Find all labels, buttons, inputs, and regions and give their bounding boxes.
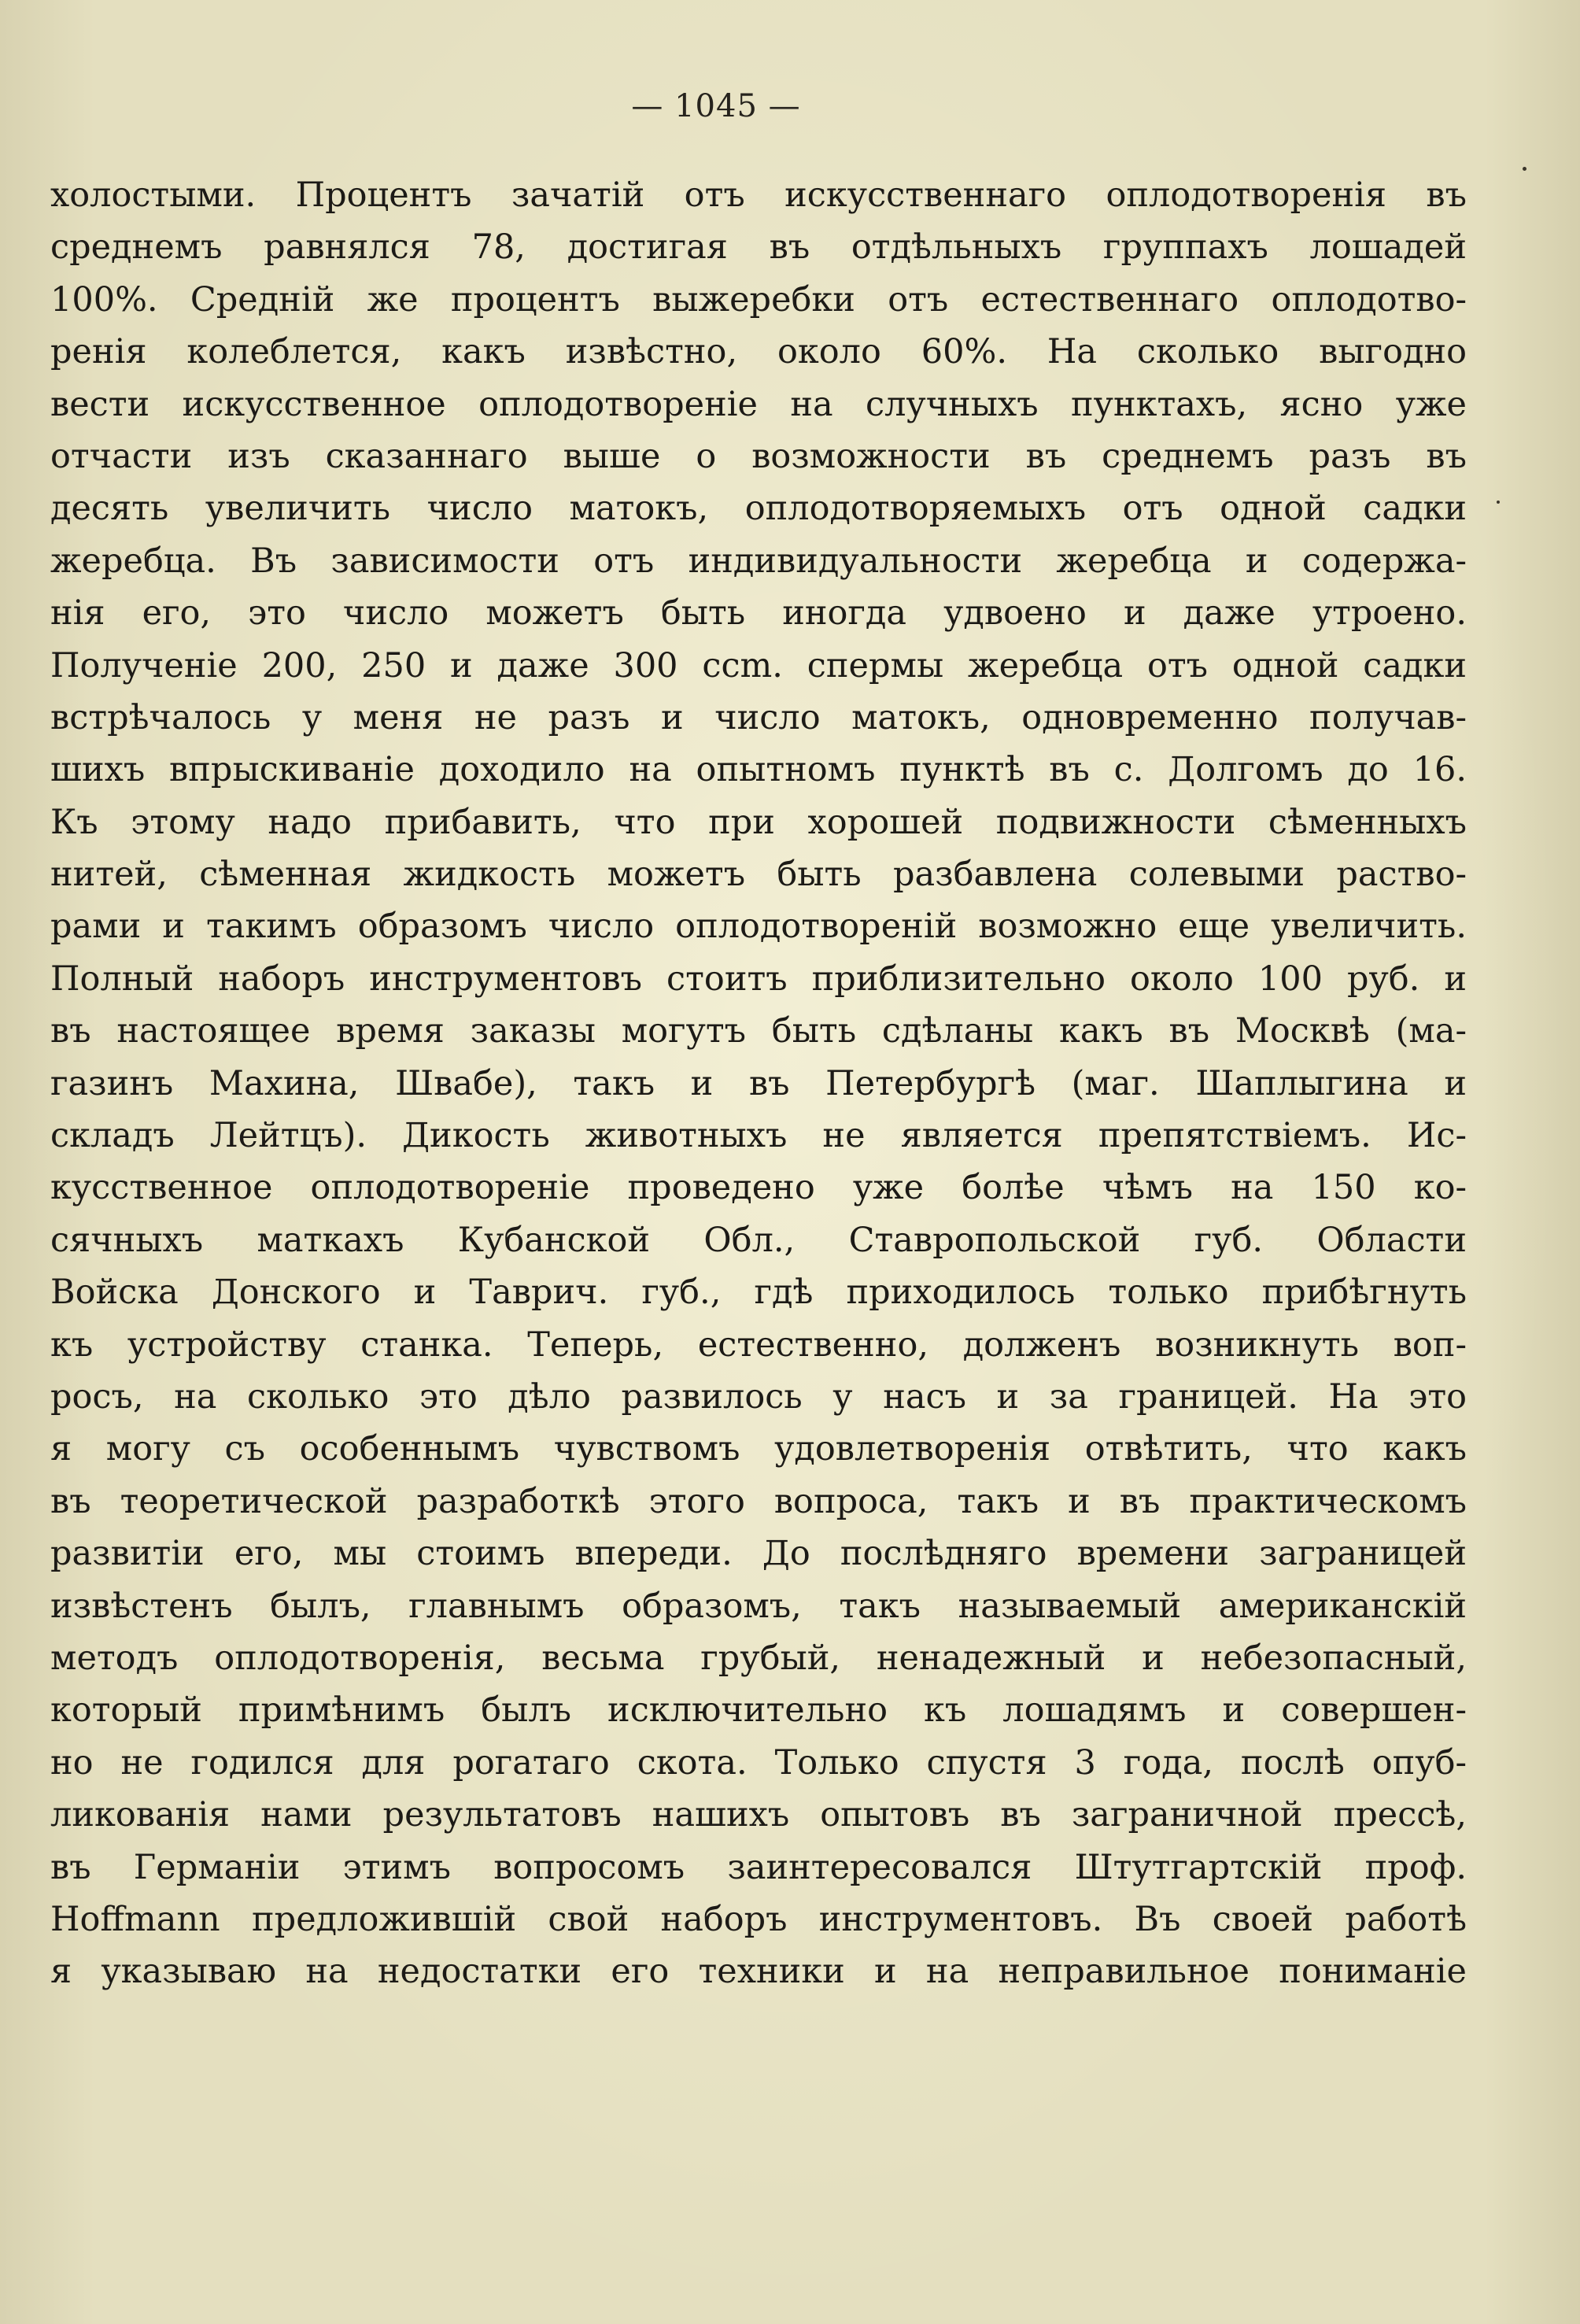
- text-line: Полный наборъ инструментовъ стоитъ приблизительно около 100 руб. и: [50, 959, 1467, 999]
- ink-speck: [1523, 167, 1526, 171]
- text-line: отчасти изъ сказаннаго выше о возможности въ среднемъ разъ въ: [50, 436, 1467, 476]
- text-line: я указываю на недостатки его техники и на неправильное пониманіе: [50, 1952, 1467, 1992]
- text-line: рами и такимъ образомъ число оплодотвореній возможно еще увеличить.: [50, 907, 1467, 947]
- text-line: ренія колеблется, какъ извѣстно, около 60%. На сколько выгодно: [50, 332, 1467, 372]
- text-line: Полученіе 200, 250 и даже 300 ccm. спермы жеребца отъ одной садки: [50, 645, 1467, 685]
- text-line: но не годился для рогатаго скота. Только спустя 3 года, послѣ опуб-: [50, 1742, 1467, 1783]
- text-line: встрѣчалось у меня не разъ и число матокъ, одновременно получав-: [50, 697, 1467, 737]
- text-line: шихъ впрыскиваніе доходило на опытномъ пунктѣ въ с. Долгомъ до 16.: [50, 750, 1467, 790]
- text-line: нія его, это число можетъ быть иногда удвоено и даже утроено.: [50, 593, 1467, 634]
- text-line: который примѣнимъ былъ исключительно къ лошадямъ и совершен-: [50, 1690, 1467, 1731]
- text-line: вести искусственное оплодотвореніе на случныхъ пунктахъ, ясно уже: [50, 384, 1467, 424]
- text-line: развитіи его, мы стоимъ впереди. До послѣдняго времени заграницей: [50, 1534, 1467, 1574]
- text-line: въ теоретической разработкѣ этого вопроса, такъ и въ практическомъ: [50, 1481, 1467, 1521]
- text-line: Hoffmann предложившій свой наборъ инструментовъ. Въ своей работѣ: [50, 1899, 1467, 1939]
- text-line: ликованія нами результатовъ нашихъ опытовъ въ заграничной прессѣ,: [50, 1795, 1467, 1835]
- text-line: газинъ Махина, Швабе), такъ и въ Петербургѣ (маг. Шаплыгина и: [50, 1063, 1467, 1103]
- text-line: кусственное оплодотвореніе проведено уже болѣе чѣмъ на 150 ко-: [50, 1168, 1467, 1208]
- body-text: [50, 169, 1467, 1998]
- text-line: Войска Донского и Таврич. губ., гдѣ приходилось только прибѣгнуть: [50, 1273, 1467, 1313]
- ink-speck: [1497, 501, 1500, 504]
- text-line: жеребца. Въ зависимости отъ индивидуальности жеребца и содержа-: [50, 541, 1467, 581]
- page-number: — 1045 —: [631, 88, 801, 124]
- text-line: 100%. Средній же процентъ выжеребки отъ естественнаго оплодотво-: [50, 279, 1467, 320]
- text-line: извѣстенъ былъ, главнымъ образомъ, такъ называемый американскій: [50, 1586, 1467, 1626]
- text-line: къ устройству станка. Теперь, естественно, долженъ возникнуть воп-: [50, 1325, 1467, 1365]
- text-line: холостыми. Процентъ зачатій отъ искусственнаго оплодотворенія въ: [50, 176, 1467, 215]
- text-line: я могу съ особеннымъ чувствомъ удовлетворенія отвѣтить, что какъ: [50, 1429, 1467, 1469]
- text-line: сячныхъ маткахъ Кубанской Обл., Ставропольской губ. Области: [50, 1220, 1467, 1260]
- text-line: десять увеличить число матокъ, оплодотворяемыхъ отъ одной садки: [50, 489, 1467, 529]
- text-line: росъ, на сколько это дѣло развилось у насъ и за границей. На это: [50, 1376, 1467, 1417]
- text-line: въ Германіи этимъ вопросомъ заинтересовался Штутгартскій проф.: [50, 1847, 1467, 1887]
- text-line: нитей, сѣменная жидкость можетъ быть разбавлена солевыми раство-: [50, 855, 1467, 895]
- text-line: Къ этому надо прибавить, что при хорошей подвижности сѣменныхъ: [50, 802, 1467, 842]
- text-line: складъ Лейтцъ). Дикость животныхъ не является препятствіемъ. Ис-: [50, 1116, 1467, 1156]
- text-line: методъ оплодотворенія, весьма грубый, ненадежный и небезопасный,: [50, 1638, 1467, 1678]
- text-line: среднемъ равнялся 78, достигая въ отдѣльныхъ группахъ лошадей: [50, 227, 1467, 268]
- text-line: въ настоящее время заказы могутъ быть сдѣланы какъ въ Москвѣ (ма-: [50, 1011, 1467, 1051]
